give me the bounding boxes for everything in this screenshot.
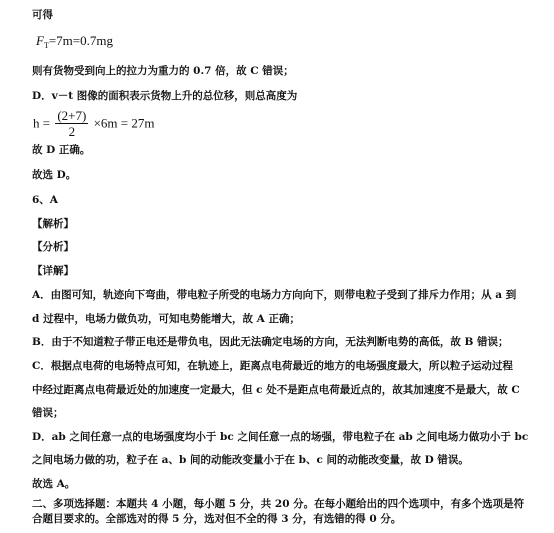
equation-rhs: ×6m = 27m [93,115,155,131]
text-line: 错误； [32,407,64,419]
fraction-numerator: (2+7) [57,108,87,123]
text-line: C．根据点电荷的电场特点可知，在轨迹上，距离点电荷最近的地方的电场强度最大，所以粒子运动过程 [32,360,513,372]
text-line: 二、多项选择题：本题共 4 小题，每小题 5 分，共 20 分。在每小题给出的四个选项中，有多个选项是符 [32,498,525,510]
text-line: 故 D 正确。 [32,144,91,156]
equation-tension [36,34,113,53]
text-line: D．ab 之间任意一点的电场强度均小于 bc 之间任意一点的场强，带电粒子在 ab 之间电场力做功小于 bc [32,431,529,443]
equation-height [33,108,154,139]
section-heading: 【分析】 [32,241,74,253]
text-line: B．由于不知道粒子带正电还是带负电，因此无法确定电场的方向，无法判断电势的高低，故 B 错误； [32,336,509,348]
text-line: 之间电场力做的功，粒子在 a、b 间的动能改变量小于在 b、c 间的动能改变量，故 D 错误。 [32,454,469,466]
equation-fraction [55,108,88,139]
equation-subscript: T [43,41,49,50]
fraction-denominator: 2 [68,124,76,139]
text-line: A．由图可知，轨迹向下弯曲，带电粒子所受的电场力方向向下，则带电粒子受到了排斥力作用；从 a 到 [32,289,517,301]
equation-rhs: =7m=0.7mg [48,33,113,48]
text-line: D．v－t 图像的面积表示货物上升的总位移，则总高度为 [32,90,298,102]
question-number: 6、A [32,194,58,206]
equation-lhs: h = [33,115,51,131]
text-line: 合题目要求的。全部选对的得 5 分，选对但不全的得 3 分，有选错的得 0 分。 [32,513,402,525]
equation-symbol: F [36,33,44,48]
section-heading: 【解析】 [32,218,74,230]
text-line: 则有货物受到向上的拉力为重力的 0.7 倍，故 C 错误； [32,65,294,77]
section-heading: 【详解】 [32,265,74,277]
text-line: 可得 [32,9,53,21]
text-line: 中经过距离点电荷最近处的加速度一定最大，但 c 处不是距点电荷最近点的，故其加速度不是最大，故 C [32,384,520,396]
text-line: 故选 D。 [32,169,77,181]
text-line: d 过程中，电场力做负功，可知电势能增大，故 A 正确； [32,313,300,325]
text-line: 故选 A。 [32,478,76,490]
